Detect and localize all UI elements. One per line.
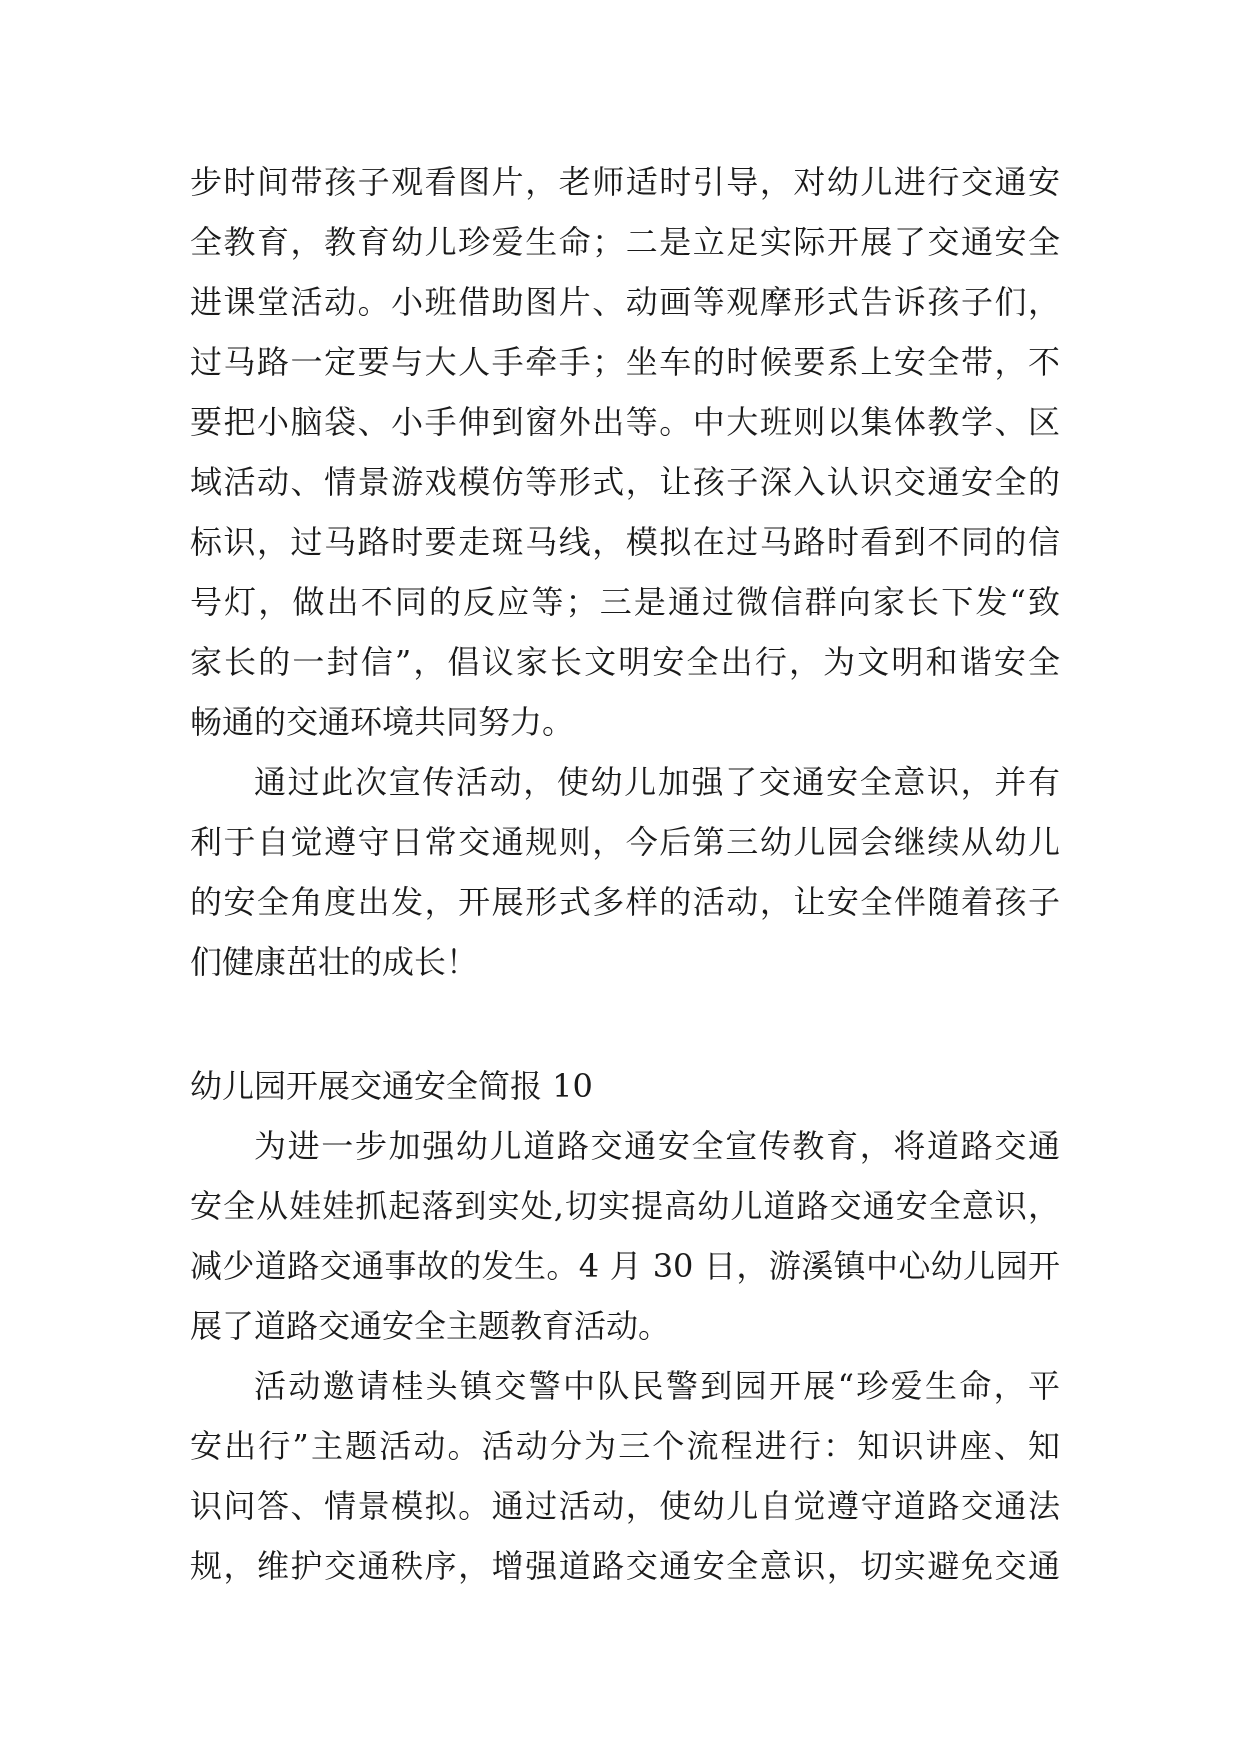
text-line: 通过此次宣传活动，使幼儿加强了交通安全意识，并有: [254, 763, 1060, 801]
paragraph-activity: [190, 1356, 1060, 1596]
text-line: 域活动、情景游戏模仿等形式，让孩子深入认识交通安全的: [190, 463, 1060, 501]
document-body: [190, 152, 1060, 1596]
paragraph-continued: [190, 152, 1060, 752]
text-line: 畅通的交通环境共同努力。: [190, 703, 575, 741]
section-title: 幼儿园开展交通安全简报 10: [190, 1067, 593, 1105]
text-line: 进课堂活动。小班借助图片、动画等观摩形式告诉孩子们，: [190, 283, 1060, 321]
text-line: 要把小脑袋、小手伸到窗外出等。中大班则以集体教学、区: [190, 403, 1060, 441]
text-line: 步时间带孩子观看图片，老师适时引导，对幼儿进行交通安: [190, 163, 1060, 201]
text-line: 安出行”主题活动。活动分为三个流程进行：知识讲座、知: [190, 1427, 1060, 1465]
text-line: 的安全角度出发，开展形式多样的活动，让安全伴随着孩子: [190, 883, 1060, 921]
text-line: 家长的一封信”，倡议家长文明安全出行，为文明和谐安全: [190, 643, 1060, 681]
paragraph-conclusion: [190, 752, 1060, 992]
text-line: 活动邀请桂头镇交警中队民警到园开展“珍爱生命，平: [254, 1367, 1060, 1405]
text-line: 减少道路交通事故的发生。4 月 30 日，游溪镇中心幼儿园开: [190, 1247, 1060, 1285]
text-line: 识问答、情景模拟。通过活动，使幼儿自觉遵守道路交通法: [190, 1487, 1060, 1525]
text-line: 安全从娃娃抓起落到实处,切实提高幼儿道路交通安全意识，: [190, 1187, 1060, 1225]
text-line: 规，维护交通秩序，增强道路交通安全意识，切实避免交通: [190, 1547, 1060, 1585]
text-line: 过马路一定要与大人手牵手；坐车的时候要系上安全带，不: [190, 343, 1060, 381]
text-line: 为进一步加强幼儿道路交通安全宣传教育，将道路交通: [254, 1127, 1060, 1165]
text-line: 全教育，教育幼儿珍爱生命；二是立足实际开展了交通安全: [190, 223, 1060, 261]
text-line: 展了道路交通安全主题教育活动。: [190, 1307, 671, 1345]
text-line: 利于自觉遵守日常交通规则，今后第三幼儿园会继续从幼儿: [190, 823, 1060, 861]
text-line: 标识，过马路时要走斑马线，模拟在过马路时看到不同的信: [190, 523, 1060, 561]
section-gap: [190, 992, 1060, 1056]
text-line: 们健康茁壮的成长！: [190, 943, 479, 981]
text-line: 号灯，做出不同的反应等；三是通过微信群向家长下发“致: [190, 583, 1060, 621]
paragraph-intro: [190, 1116, 1060, 1356]
